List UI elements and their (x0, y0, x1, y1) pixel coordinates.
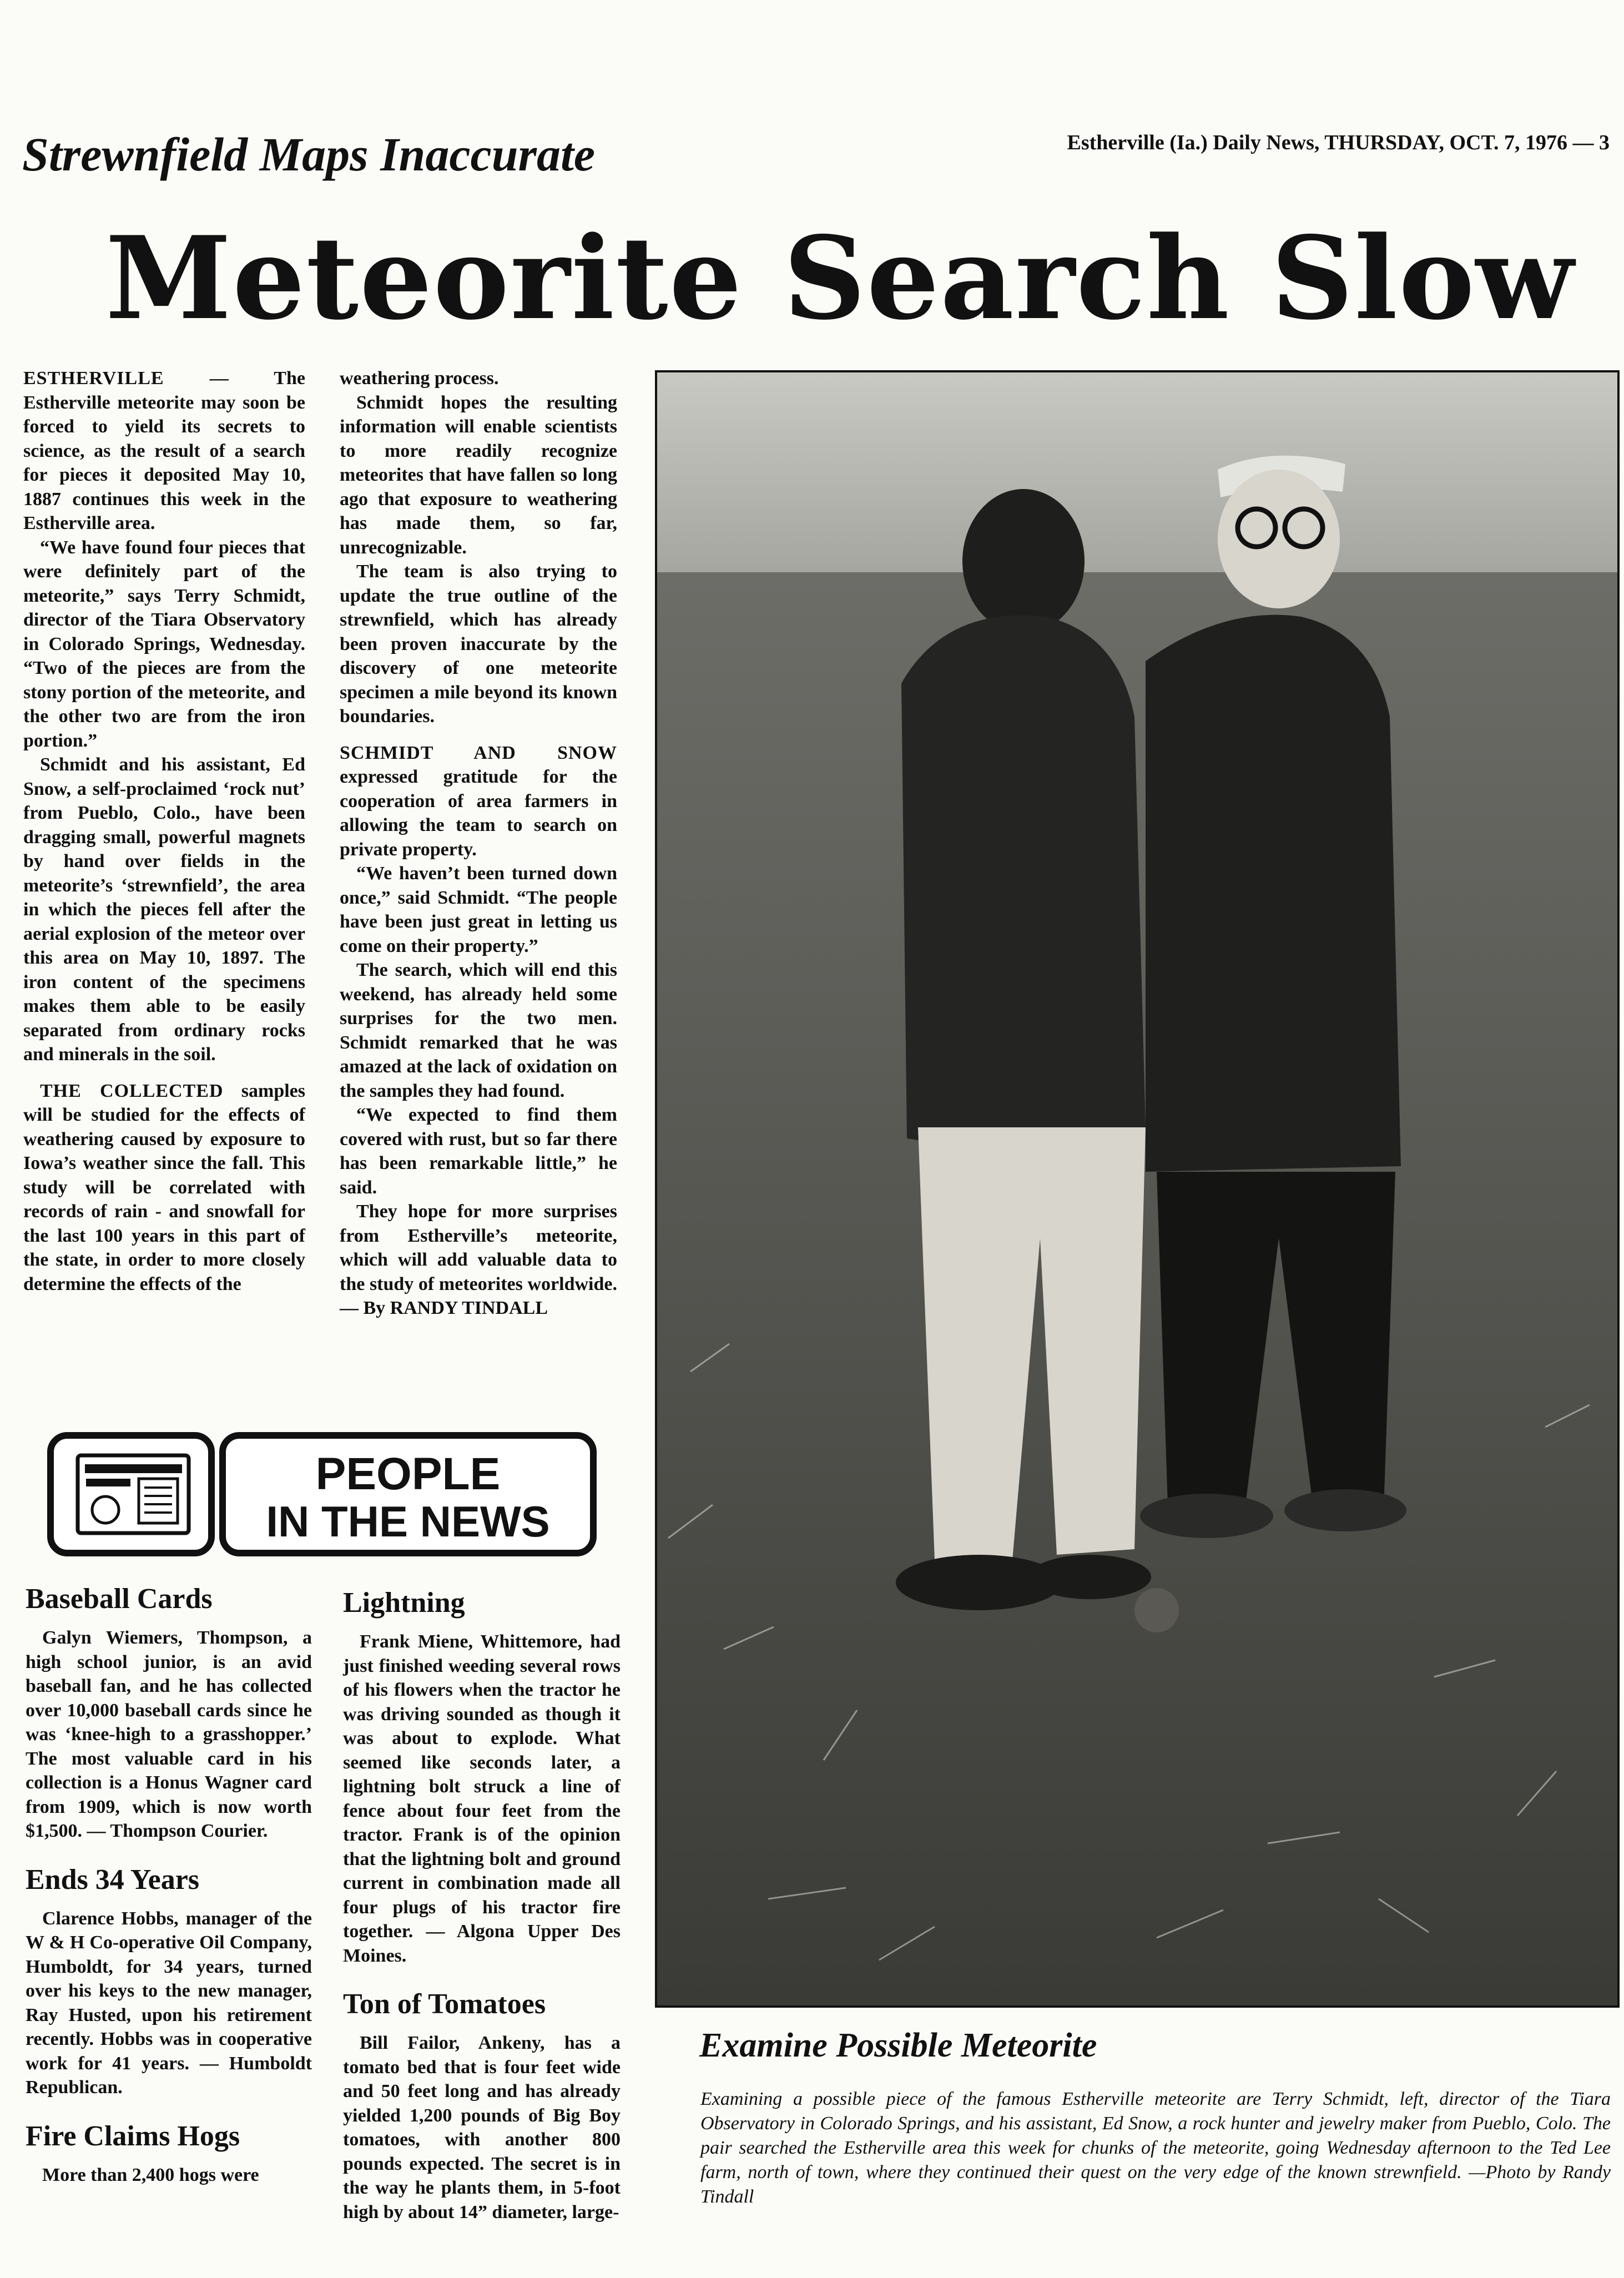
story-column-1 (23, 366, 305, 1296)
story-subhead-lead: SCHMIDT AND SNOW (340, 742, 617, 763)
item-title: Fire Claims Hogs (26, 2120, 240, 2152)
item-title: Lightning (343, 1587, 465, 1619)
story-paragraph (340, 741, 617, 862)
item-title: Ton of Tomatoes (343, 1988, 546, 2020)
story-column-2 (340, 366, 617, 1321)
story-text: expressed gratitude for the cooperation of area farmers in allowing the team to search on private property. (340, 767, 617, 860)
story-paragraph: “We have found four pieces that were definitely part of the meteorite,” says Terry Schmidt, director of the Tiara Observatory in Colorado Springs, Wednesday. “Two of the pieces are from the stony portion of the meteorite, and the other two are from the iron portion.” (23, 537, 305, 751)
main-headline: Meteorite Search Slow (105, 212, 1575, 345)
logo-line-2: IN THE NEWS (266, 1497, 550, 1546)
photo-illustration (657, 372, 1617, 2005)
photo-caption-title: Examine Possible Meteorite (699, 2027, 1097, 2064)
story-paragraph: Schmidt and his assistant, Ed Snow, a self-proclaimed ‘rock nut’ from Pueblo, Colo., have been dragging small, powerful magnets by hand over fields in the meteorite’s ‘strewnfield’, the area in which the pieces fell after the aerial explosion of the meteor over this area on May 10, 1897. The iron content of the specimens makes them able to be easily separated from ordinary rocks and minerals in the soil. (23, 754, 305, 1065)
story-paragraph: “We haven’t been turned down once,” said Schmidt. “The people have been just great in letting us come on their property.” (340, 863, 617, 956)
story-paragraph (23, 366, 305, 536)
story-paragraph: Schmidt hopes the resulting information will enable scientists to more readily recognize meteorites that have fallen so long ago that exposure to weathering has made them, so far, unrecognizable. (340, 392, 617, 558)
story-lead-word: ESTHERVILLE (23, 368, 164, 389)
item-body: Frank Miene, Whittemore, had just finished weeding several rows of his flowers when the tractor he was driving sounded as though it was about to explode. What seemed like seconds later, a lightning bolt struck a line of fence about four feet from the tractor. Frank is of the opinion that the lightning bolt and ground current in combination made all four plugs of his tractor fire together. — Algona Upper Des Moines. (343, 1631, 621, 1966)
kicker-headline: Strewnfield Maps Inaccurate (22, 128, 596, 181)
item-title: Ends 34 Years (26, 1863, 200, 1896)
people-in-the-news-logo (47, 1432, 597, 1560)
pitn-column-2 (343, 1589, 621, 2224)
story-paragraph: They hope for more surprises from Estherville’s meteorite, which will add valuable data to the study of meteorites worldwide. — By RANDY TINDALL (340, 1201, 617, 1318)
item-body: More than 2,400 hogs were (42, 2164, 259, 2185)
item-body: Galyn Wiemers, Thompson, a high school junior, is an avid baseball fan, and he has collected over 10,000 baseball cards since he was ‘knee-high to a grasshopper.’ The most valuable card in his collection is a Honus Wagner card from 1909, which is now worth $1,500. — Thompson Courier. (26, 1627, 312, 1841)
pitn-column-1 (26, 1585, 312, 2187)
story-paragraph: weathering process. (340, 368, 499, 389)
story-paragraph: The team is also trying to update the true outline of the strewnfield, which has already been proven inaccurate by the discovery of one meteorite specimen a mile beyond its known boundaries. (340, 561, 617, 727)
item-body: Bill Failor, Ankeny, has a tomato bed that is four feet wide and 50 feet long and has already yielded 1,200 pounds of Big Boy tomatoes, with another 800 pounds expected. The secret is in the way he plants them, in 5-foot high by about 14” diameter, large- (343, 2033, 621, 2222)
dateline: Estherville (Ia.) Daily News, THURSDAY, OCT. 7, 1976 — 3 (1067, 131, 1610, 154)
news-photo (655, 370, 1620, 2008)
logo-line-1: PEOPLE (315, 1449, 501, 1499)
photo-caption: Examining a possible piece of the famous Estherville meteorite are Terry Schmidt, left, director of the Tiara Observatory in Colorado Springs, and his assistant, Ed Snow, a rock hunter and jewelry maker from Pueblo, Colo. The pair searched the Estherville area this week for chunks of the meteorite, going Wednesday afternoon to the Ted Lee farm, north of town, where they continued their quest on the very edge of the known strewnfield. —Photo by Randy Tindall (700, 2089, 1611, 2207)
story-paragraph: The search, which will end this weekend, has already held some surprises for the two men. Schmidt remarked that he was amazed at the lack of oxidation on the samples they had found. (340, 960, 617, 1101)
story-paragraph: “We expected to find them covered with rust, but so far there has been remarkable little,” he said. (340, 1105, 617, 1198)
story-text: — The Estherville meteorite may soon be forced to yield its secrets to science, as the result of a search for pieces it deposited May 10, 1887 continues this week in the Estherville area. (23, 368, 305, 533)
item-body: Clarence Hobbs, manager of the W & H Co-operative Oil Company, Humboldt, for 34 years, turned over his keys to the new manager, Ray Husted, upon his retirement recently. Hobbs was in cooperative work for 41 years. — Humboldt Republican. (26, 1908, 312, 2098)
item-title: Baseball Cards (26, 1583, 213, 1615)
story-text: samples will be studied for the effects of weathering caused by exposure to Iowa’s weather since the fall. This study will be correlated with records of rain - and snowfall for the last 100 years in this part of the state, in order to more closely determine the effects of the (23, 1080, 305, 1294)
story-paragraph (23, 1079, 305, 1297)
story-subhead-lead: THE COLLECTED (40, 1080, 224, 1101)
newspaper-icon (78, 1455, 189, 1533)
